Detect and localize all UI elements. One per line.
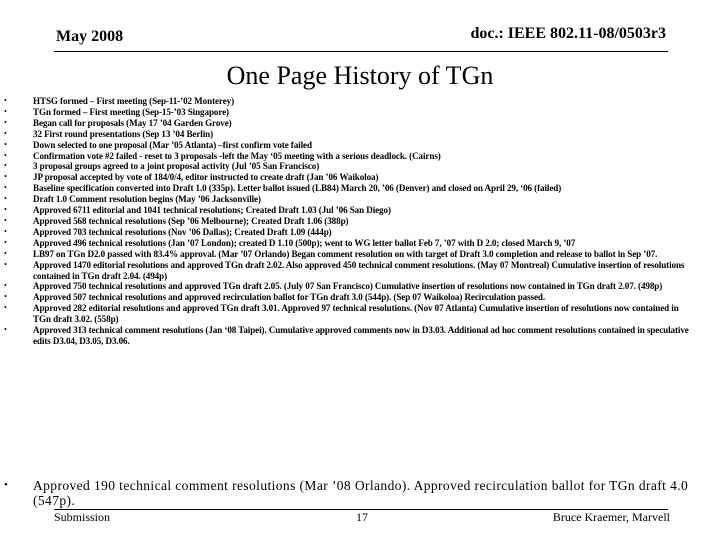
list-item-text: Approved 496 technical resolutions (Jan ’07 London); created D 1.10 (500p); went to WG letter ballot Feb 7, ’07 with D 2.0; closed March 9, ’07 [33,237,576,248]
list-item-text: Approved 568 technical resolutions (Sep ’06 Melbourne); Created Draft 1.06 (388p) [33,215,349,226]
list-item [0,249,720,260]
list-item [0,238,720,249]
final-item-text: Approved 190 technical comment resolutions (Mar ’08 Orlando). Approved recirculation ballot for TGn draft 4.0 (547p). [33,478,689,508]
list-item [0,172,720,183]
bullet-icon: • [4,139,7,149]
bullet-icon: • [4,117,7,127]
list-item [0,183,720,194]
list-item [0,129,720,140]
list-item [0,161,720,172]
list-item-text: HTSG formed – First meeting (Sep-11-’02 Monterey) [33,96,235,106]
list-item-text: Confirmation vote #2 failed - reset to 3 proposals -left the May ‘05 meeting with a serious deadlock. (Cairns) [33,150,441,161]
bullet-icon: • [4,183,7,193]
footer-page-number: 17 [356,510,368,524]
bullet-icon: • [4,303,7,313]
list-item-text: LB97 on TGn D2.0 passed with 83.4% approval. (Mar ’07 Orlando) Began comment resolution on with target of Draft 3.0 completion and release to ballot in Sep ’07. [33,248,658,259]
list-item-text: Approved 6711 editorial and 1041 technical resolutions; Created Draft 1.03 (Jul ’06 San Diego) [33,205,391,216]
list-item-text: Baseline specification converted into Draft 1.0 (335p). Letter ballot issued (LB84) March 20, ’06 (Denver) and closed on April 29, ‘06 (failed) [33,183,562,194]
list-item [0,227,720,238]
list-item-text: 3 proposal groups agreed to a joint proposal activity (Jul ’05 San Francisco) [33,161,320,172]
bullet-icon: • [4,106,7,116]
list-item [0,151,720,162]
header-date: May 2008 [56,28,124,45]
list-item-text: Approved 282 editorial resolutions and approved TGn draft 3.01. Approved 97 technical resolutions. (Nov 07 Atlanta) Cumulative insertion of resolutions now contained in TGn draft 3.02. (558p) [33,303,679,325]
footer-author: Bruce Kraemer, Marvell [552,510,670,524]
header-doc-id: doc.: IEEE 802.11-08/0503r3 [470,25,666,42]
list-item-text: Approved 313 technical comment resolutions (Jan ‘08 Taipei). Cumulative approved comments now in D3.03. Additional ad hoc comment resolutions contained in speculative edits D3.04, D3.05, D3.06. [33,325,689,346]
list-item [0,260,720,282]
page-title: One Page History of TGn [226,61,494,90]
list-item [0,194,720,205]
bullet-icon: • [4,205,7,215]
bullet-icon: • [4,172,7,182]
list-item [0,96,720,107]
bullet-icon: • [4,226,7,236]
bullet-icon: • [4,128,7,138]
list-item-text: Approved 703 technical resolutions (Nov ’06 Dallas); Created Draft 1.09 (444p) [33,226,332,237]
list-item [0,107,720,118]
history-list [0,96,720,347]
list-item-text: 32 First round presentations (Sep 13 ’04 Berlin) [33,128,214,139]
bullet-icon: • [4,215,7,225]
footer-submission: Submission [54,510,111,524]
bullet-icon: • [4,248,7,258]
bullet-icon: • [4,281,7,291]
list-item-text: Began call for proposals (May 17 ’04 Garden Grove) [33,117,232,128]
bullet-icon: • [4,150,7,160]
list-item-text: Draft 1.0 Comment resolution begins (May ’06 Jacksonville) [33,194,261,205]
bullet-icon: • [4,479,9,491]
list-item [0,140,720,151]
bullet-icon: • [4,292,7,302]
list-item-text: Approved 1470 editorial resolutions and approved TGn draft 2.02. Also approved 450 technical comment resolutions. (May 07 Montreal) Cumulative insertion of resolutions contained in TGn draft 2.04. (494p) [33,259,685,281]
list-item [0,118,720,129]
bullet-icon: • [4,237,7,247]
bullet-icon: • [4,325,7,335]
bullet-icon: • [4,161,7,171]
list-item-text: JP proposal accepted by vote of 184/0/4, editor instructed to create draft (Jan ’06 Waikoloa) [33,172,379,183]
list-item [0,325,720,347]
list-item [0,205,720,216]
list-item [0,292,720,303]
list-item [0,281,720,292]
bullet-icon: • [4,96,7,105]
list-item-text: TGn formed – First meeting (Sep-15-’03 Singapore) [33,106,229,117]
list-item-text: Approved 750 technical resolutions and approved TGn draft 2.05. (July 07 San Francisco) Cumulative insertion of resolutions now contained in TGn draft 2.07. (498p) [33,281,663,292]
list-item [0,216,720,227]
list-item [0,303,720,325]
header-rule [54,51,668,52]
list-item-text: Approved 507 technical resolutions and approved recirculation ballot for TGn draft 3.0 (544p). (Sep 07 Waikoloa) Recirculation passed. [33,292,546,303]
bullet-icon: • [4,194,7,204]
bullet-icon: • [4,259,7,269]
list-item-text: Down selected to one proposal (Mar ’05 Atlanta) –first confirm vote failed [33,139,312,150]
final-item [0,478,720,508]
